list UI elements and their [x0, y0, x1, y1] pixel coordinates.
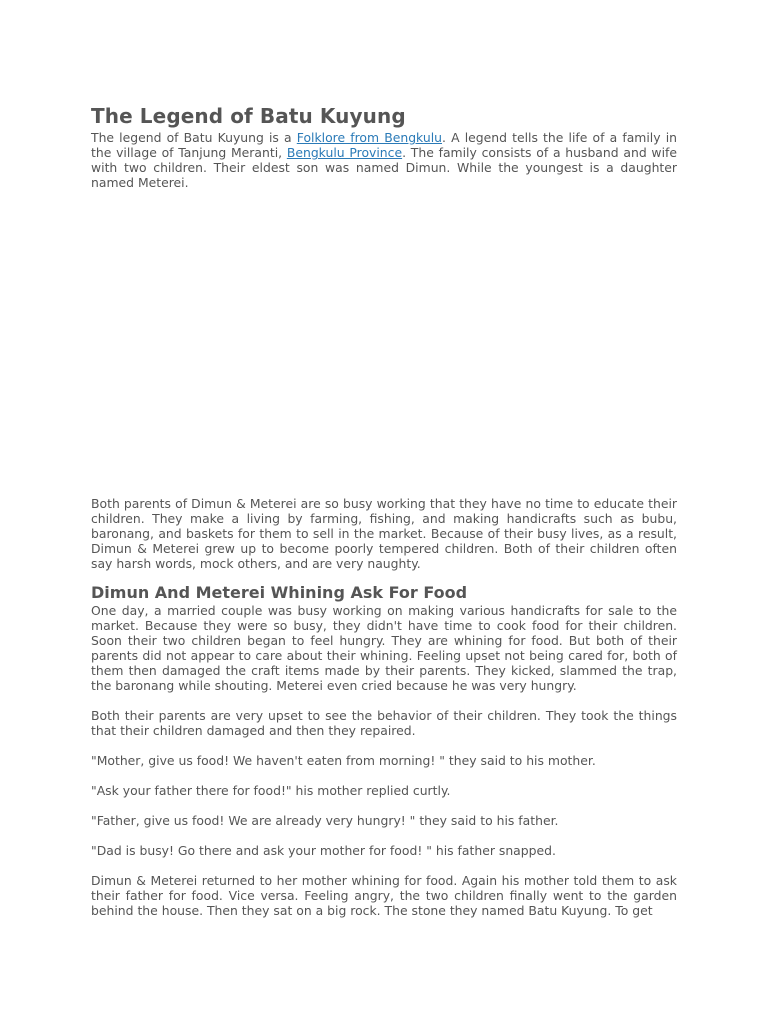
- story-paragraph: Dimun & Meterei returned to her mother whining for food. Again his mother told them to ask their father for food. Vice versa. Feeling angry, the two children finally went to the garden behind the house. Then they sat on a big rock. The stone they named Batu Kuyung. To get: [91, 873, 677, 918]
- article: [91, 104, 677, 918]
- blank-space: [91, 190, 677, 496]
- story-paragraph: Both their parents are very upset to see the behavior of their children. They took the things that their children damaged and then they repaired.: [91, 708, 677, 738]
- spacer: [91, 828, 677, 843]
- dialogue-paragraph: "Mother, give us food! We haven't eaten from morning! " they said to his mother.: [91, 753, 596, 768]
- dialogue-paragraph: "Father, give us food! We are already very hungry! " they said to his father.: [91, 813, 559, 828]
- spacer: [91, 693, 677, 708]
- spacer: [91, 768, 677, 783]
- folklore-link[interactable]: Folklore from Bengkulu: [296, 130, 443, 145]
- intro-text: . The family consists of a husband and wife with two children. Their eldest son was named Dimun. While the youngest is a daughter named Meterei.: [91, 145, 677, 190]
- dialogue-paragraph: "Dad is busy! Go there and ask your mother for food! " his father snapped.: [91, 843, 556, 858]
- section-heading: Dimun And Meterei Whining Ask For Food: [91, 583, 468, 602]
- article-title: The Legend of Batu Kuyung: [91, 104, 406, 128]
- intro-paragraph: [91, 130, 677, 190]
- spacer: [91, 738, 677, 753]
- spacer: [91, 858, 677, 873]
- parents-paragraph: Both parents of Dimun & Meterei are so busy working that they have no time to educate their children. They make a living by farming, fishing, and making handicrafts such as bubu, baronang, and baskets for them to sell in the market. Because of their busy lives, as a result, Dimun & Meterei grew up to become poorly tempered children. Both of their children often say harsh words, mock others, and are very naughty.: [91, 496, 677, 571]
- province-link[interactable]: Bengkulu Province: [286, 145, 403, 160]
- dialogue-paragraph: "Ask your father there for food!" his mother replied curtly.: [91, 783, 451, 798]
- spacer: [91, 571, 677, 583]
- intro-text: . A legend tells the life of a family in the village of Tanjung Meranti,: [91, 130, 678, 160]
- intro-text: The legend of Batu Kuyung is a: [91, 130, 297, 145]
- spacer: [91, 798, 677, 813]
- story-paragraph: One day, a married couple was busy working on making various handicrafts for sale to the market. Because they were so busy, they didn't have time to cook food for their children. Soon their two children began to feel hungry. They are whining for food. But both of their parents did not appear to care about their whining. Feeling upset not being cared for, both of them then damaged the craft items made by their parents. They kicked, slammed the trap, the baronang while shouting. Meterei even cried because he was very hungry.: [91, 603, 677, 693]
